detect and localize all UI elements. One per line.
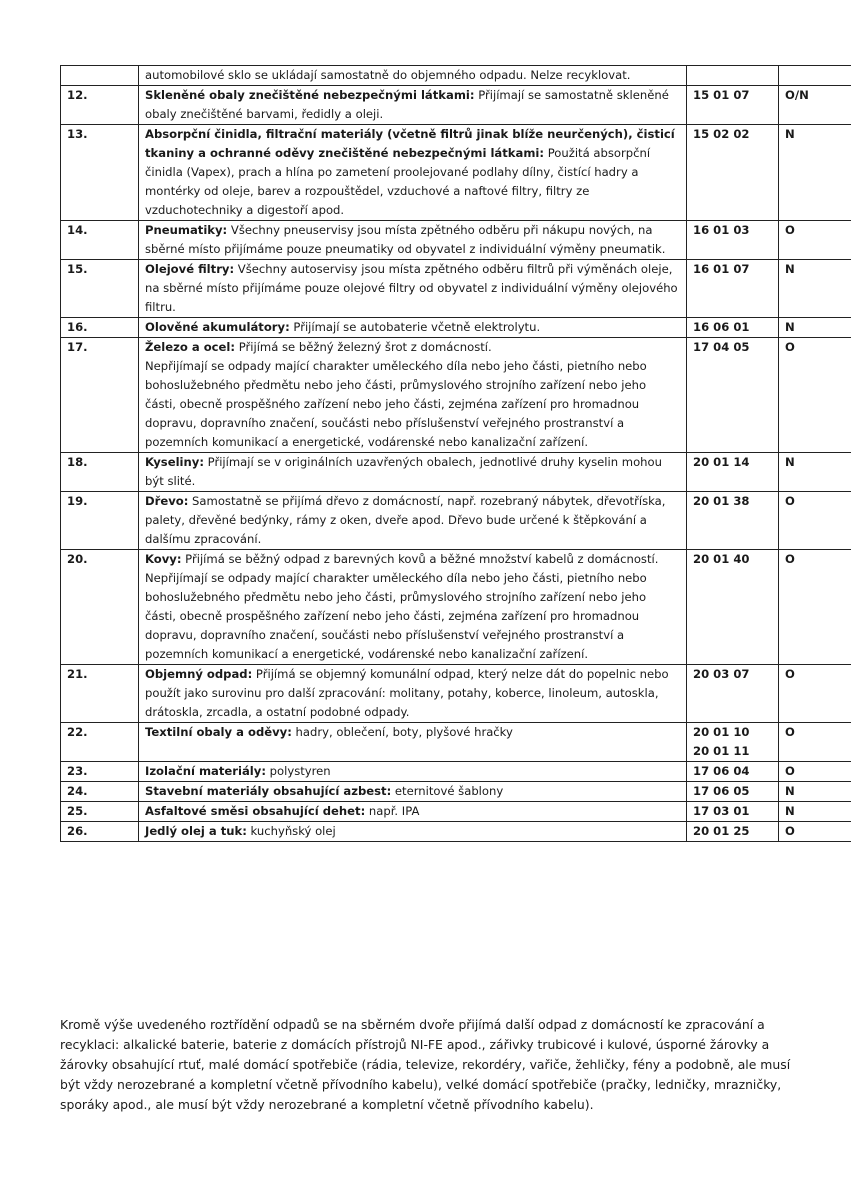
description-paragraph (145, 86, 680, 124)
waste-type-text: Samostatně se přijímá dřevo z domácností, např. rozebraný nábytek, dřevotříska, palety, dřevěné bedýnky, rámy z oken, dveře apod. Dřevo bude určené k štěpkování a dalšímu zpracování. (145, 494, 666, 546)
waste-code-cell (687, 492, 779, 550)
waste-code-cell (687, 221, 779, 260)
row-description (139, 802, 687, 822)
table-row (61, 221, 851, 260)
row-description (139, 125, 687, 221)
waste-category: O (779, 822, 851, 842)
waste-type-text: polystyren (265, 764, 331, 778)
waste-code: 20 01 10 (693, 725, 750, 739)
waste-category: O (779, 338, 851, 453)
waste-type-text: Všechny pneuservisy jsou místa zpětného odběru při nákupu nových, na sběrné místo přijímáme pouze pneumatiky od obyvatel z individuální výměny pneumatik. (145, 223, 666, 256)
description-paragraph (145, 762, 680, 781)
waste-type-text: hadry, oblečení, boty, plyšové hračky (291, 725, 513, 739)
waste-type-name: Absorpční činidla, filtrační materiály (včetně filtrů jinak blíže neurčených), čisticí tkaniny a ochranné oděvy znečištěné nebezpečnými látkami: (145, 127, 675, 160)
description-paragraph (145, 125, 680, 220)
table-row (61, 723, 851, 762)
row-number: 21. (61, 665, 139, 723)
waste-type-name: Kyseliny: (145, 455, 204, 469)
waste-category: N (779, 318, 851, 338)
table-row (61, 802, 851, 822)
table-row (61, 86, 851, 125)
row-number: 25. (61, 802, 139, 822)
waste-type-text: Přijímají se v originálních uzavřených obalech, jednotlivé druhy kyselin mohou být slité. (145, 455, 662, 488)
waste-code: 20 01 14 (693, 455, 750, 469)
waste-type-name: Asfaltové směsi obsahující dehet: (145, 804, 366, 818)
waste-type-name: Jedlý olej a tuk: (145, 824, 247, 838)
waste-table-body (61, 66, 851, 842)
waste-type-name: Stavební materiály obsahující azbest: (145, 784, 392, 798)
waste-type-name: Kovy: (145, 552, 182, 566)
waste-category: O (779, 665, 851, 723)
waste-code-cell (687, 125, 779, 221)
waste-type-text: Přijímá se běžný železný šrot z domácností. (235, 340, 492, 354)
row-description (139, 338, 687, 453)
row-number-cell (61, 66, 139, 86)
footer-note: Kromě výše uvedeného roztřídění odpadů se na sběrném dvoře přijímá další odpad z domácností ke zpracování a recyklaci: alkalické baterie, baterie z domácích přístrojů NI-FE apod., zářivky trubicové i kulové, úsporné žárovky a žárovky obsahující rtuť, malé domácí spotřebiče (rádia, televize, rekordéry, vařiče, žehličky, fény a podobně, ale musí být vždy nerozebrané a kompletní včetně přívodního kabelu), velké domácí spotřebiče (pračky, ledničky, mrazničky, sporáky apod., ale musí být vždy nerozebrané a kompletní včetně přívodního kabelu). (60, 1017, 791, 1112)
row-number: 17. (61, 338, 139, 453)
row-description (139, 221, 687, 260)
waste-code: 20 01 25 (693, 824, 750, 838)
waste-type-name: Olejové filtry: (145, 262, 235, 276)
row-description (139, 665, 687, 723)
waste-type-name: Textilní obaly a oděvy: (145, 725, 292, 739)
waste-code-secondary: 20 01 11 (693, 744, 750, 758)
table-row (61, 762, 851, 782)
table-row (61, 453, 851, 492)
row-number: 22. (61, 723, 139, 762)
row-description (139, 762, 687, 782)
waste-code-cell (687, 762, 779, 782)
row-description (139, 822, 687, 842)
row-number: 12. (61, 86, 139, 125)
description-paragraph (145, 492, 680, 549)
waste-code: 15 01 07 (693, 88, 750, 102)
description-paragraph (145, 260, 680, 317)
waste-code: 17 03 01 (693, 804, 750, 818)
waste-table (60, 65, 851, 842)
waste-category: O (779, 550, 851, 665)
waste-type-text: eternitové šablony (391, 784, 504, 798)
waste-code: 20 03 07 (693, 667, 750, 681)
description-paragraph (145, 802, 680, 821)
table-row-intro (61, 66, 851, 86)
waste-type-name: Pneumatiky: (145, 223, 228, 237)
waste-category: N (779, 260, 851, 318)
waste-type-text: Přijímají se samostatně skleněné obaly znečištěné barvami, ředidly a oleji. (145, 88, 669, 121)
description-paragraph (145, 723, 680, 742)
waste-type-text: Přijímají se autobaterie včetně elektrolytu. (289, 320, 541, 334)
waste-type-text: kuchyňský olej (246, 824, 336, 838)
table-row (61, 318, 851, 338)
waste-code: 17 04 05 (693, 340, 750, 354)
description-paragraph (145, 822, 680, 841)
waste-code-cell (687, 86, 779, 125)
row-description (139, 492, 687, 550)
waste-type-name: Izolační materiály: (145, 764, 266, 778)
waste-code: 15 02 02 (693, 127, 750, 141)
waste-type-name: Dřevo: (145, 494, 189, 508)
waste-code: 16 01 07 (693, 262, 750, 276)
row-number: 14. (61, 221, 139, 260)
waste-type-name: Skleněné obaly znečištěné nebezpečnými látkami: (145, 88, 475, 102)
row-description: automobilové sklo se ukládají samostatně do objemného odpadu. Nelze recyklovat. (139, 66, 687, 86)
waste-code-cell (687, 665, 779, 723)
description-paragraph (145, 782, 680, 801)
table-row (61, 338, 851, 453)
waste-code: 16 01 03 (693, 223, 750, 237)
row-number: 16. (61, 318, 139, 338)
table-row (61, 782, 851, 802)
waste-code-cell (687, 723, 779, 762)
waste-category: O (779, 723, 851, 762)
waste-code: 17 06 05 (693, 784, 750, 798)
waste-type-text: Přijímá se objemný komunální odpad, který nelze dát do popelnic nebo použít jako surovinu pro další zpracování: molitany, potahy, koberce, linoleum, autoskla, drátoskla, zrcadla, a ostatní podobné odpady. (145, 667, 669, 719)
waste-code-cell (687, 318, 779, 338)
row-number: 18. (61, 453, 139, 492)
waste-category: N (779, 782, 851, 802)
table-row (61, 550, 851, 665)
row-description (139, 318, 687, 338)
waste-code: 20 01 38 (693, 494, 750, 508)
waste-type-name: Objemný odpad: (145, 667, 253, 681)
table-row (61, 665, 851, 723)
exclusion-note: Nepřijímají se odpady mající charakter uměleckého díla nebo jeho části, pietního nebo bohoslužebného předmětu nebo jeho části, průmyslového strojního zařízení nebo jeho části, obecně prospěšného zařízení nebo jeho části, zejména zařízení pro hromadnou dopravu, dopravního značení, součásti nebo příslušenství veřejného prostranství a pozemních komunikací a energetické, vodárenské nebo kanalizační zařízení. (145, 359, 647, 449)
waste-code-cell (687, 260, 779, 318)
row-number: 20. (61, 550, 139, 665)
waste-category: N (779, 453, 851, 492)
row-number: 26. (61, 822, 139, 842)
row-description (139, 550, 687, 665)
waste-code-cell (687, 550, 779, 665)
waste-code: 17 06 04 (693, 764, 750, 778)
row-description (139, 260, 687, 318)
waste-category-cell (779, 66, 851, 86)
row-description (139, 453, 687, 492)
waste-type-text: např. IPA (365, 804, 420, 818)
waste-category: O/N (779, 86, 851, 125)
row-number: 19. (61, 492, 139, 550)
waste-code-cell (687, 66, 779, 86)
row-number: 23. (61, 762, 139, 782)
exclusion-note: Nepřijímají se odpady mající charakter uměleckého díla nebo jeho části, pietního nebo bohoslužebného předmětu nebo jeho části, průmyslového strojního zařízení nebo jeho části, obecně prospěšného zařízení nebo jeho části, zejména zařízení pro hromadnou dopravu, dopravního značení, součásti nebo příslušenství veřejného prostranství a pozemních komunikací a energetické, vodárenské nebo kanalizační zařízení. (145, 571, 647, 661)
row-number: 13. (61, 125, 139, 221)
waste-type-text: Přijímá se běžný odpad z barevných kovů a běžné množství kabelů z domácností. (181, 552, 659, 566)
row-number: 15. (61, 260, 139, 318)
description-paragraph (145, 453, 680, 491)
waste-code: 16 06 01 (693, 320, 750, 334)
waste-code-cell (687, 782, 779, 802)
waste-category: O (779, 492, 851, 550)
waste-code-cell (687, 453, 779, 492)
waste-type-name: Železo a ocel: (145, 340, 236, 354)
description-paragraph (145, 550, 680, 569)
row-number: 24. (61, 782, 139, 802)
waste-type-text: Použitá absorpční činidla (Vapex), prach a hlína po zametení proolejované podlahy dílny, čistící hadry a montérky od oleje, barev a rozpouštědel, vzduchové a naftové filtry, filtry ze vzduchotechniky a digestoří apod. (145, 146, 651, 217)
waste-code: 20 01 40 (693, 552, 750, 566)
waste-code-cell (687, 822, 779, 842)
table-row (61, 125, 851, 221)
description-paragraph (145, 318, 680, 337)
description-paragraph (145, 221, 680, 259)
row-description (139, 86, 687, 125)
waste-category: N (779, 125, 851, 221)
table-row (61, 492, 851, 550)
description-paragraph (145, 338, 680, 357)
waste-code-cell (687, 338, 779, 453)
waste-type-name: Olověné akumulátory: (145, 320, 290, 334)
waste-category: O (779, 762, 851, 782)
table-row (61, 822, 851, 842)
row-description (139, 723, 687, 762)
table-row (61, 260, 851, 318)
description-paragraph (145, 665, 680, 722)
waste-code-cell (687, 802, 779, 822)
waste-category: N (779, 802, 851, 822)
waste-category: O (779, 221, 851, 260)
waste-type-text: Všechny autoservisy jsou místa zpětného odběru filtrů při výměnách oleje, na sběrné místo přijímáme pouze olejové filtry od obyvatel z individuální výměny olejového filtru. (145, 262, 678, 314)
row-description (139, 782, 687, 802)
